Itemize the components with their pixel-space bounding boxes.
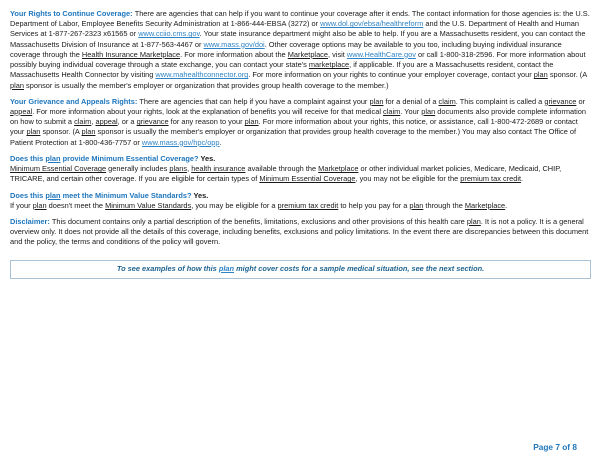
glossary-term: plan: [369, 96, 384, 106]
text-segment: There are agencies that can help if you have a complaint against your: [139, 96, 370, 106]
text-segment: Yes.: [200, 153, 216, 163]
hyperlink[interactable]: www.mass.gov/doi: [203, 39, 265, 49]
text-segment: for a denial of a: [383, 96, 439, 106]
glossary-term: Marketplace: [287, 49, 328, 59]
glossary-term: health insurance: [191, 164, 246, 174]
page-number: Page 7 of 8: [533, 442, 577, 452]
text-segment: . For more information about the: [180, 49, 288, 59]
paragraph-grievance-and-appeals-rights: [10, 97, 591, 148]
text-segment: .: [521, 174, 524, 184]
hyperlink[interactable]: www.cciio.cms.gov: [138, 29, 200, 39]
text-segment: sponsor. (A: [547, 70, 587, 80]
paragraph-rights-to-continue-coverage: [10, 9, 591, 91]
hyperlink[interactable]: www.mass.gov/hpc/opp: [141, 137, 220, 147]
glossary-term: Health Insurance Marketplace: [81, 49, 181, 59]
text-segment: Your Rights to Continue Coverage:: [10, 9, 135, 18]
heading-minimum-essential-coverage-question: [10, 154, 591, 164]
glossary-term: plan: [533, 70, 548, 80]
glossary-term: grievance: [136, 117, 169, 127]
glossary-term: plan: [421, 106, 436, 116]
glossary-term: appeal: [10, 106, 33, 116]
hyperlink[interactable]: plan: [218, 263, 235, 273]
glossary-term: plan: [466, 216, 481, 226]
text-segment: for any reason to your: [168, 117, 245, 127]
glossary-term: grievance: [544, 96, 577, 106]
text-segment: , you may be eligible for a: [191, 200, 278, 210]
hyperlink[interactable]: www.mahealthconnector.org: [155, 70, 249, 80]
glossary-term: plan: [10, 80, 24, 90]
text-segment: plan: [45, 190, 61, 200]
text-segment: ,: [91, 117, 96, 127]
text-segment: or call 1-800-318-2596. For more information about possibly buying individual coverage through a state exchange, you can contact your state's: [10, 49, 586, 70]
text-segment: documents also provide complete information on how to submit a: [10, 106, 586, 127]
text-segment: to help you pay for a: [338, 200, 410, 210]
text-segment: Your Grievance and Appeals Rights:: [10, 96, 140, 106]
paragraph-disclaimer: [10, 217, 591, 248]
glossary-term: plan: [26, 127, 41, 137]
text-segment: available through the: [245, 164, 319, 174]
glossary-term: appeal: [95, 117, 118, 127]
glossary-term: plan: [32, 200, 47, 210]
text-segment: To see examples of how this: [116, 263, 219, 273]
text-segment: through the: [423, 200, 465, 210]
document-body: [10, 9, 591, 248]
hyperlink[interactable]: www.HealthCare.gov: [346, 49, 416, 59]
glossary-term: claim: [383, 106, 401, 116]
text-segment: or other individual market policies, Medicare, Medicaid, CHIP, TRICARE, and certain other coverage. If you are eligible for certain types of: [10, 164, 562, 184]
text-segment: sponsor is usually the member's employer or organization that provides group health coverage to the member.): [23, 80, 389, 90]
text-segment: . It is not a policy. It is a general overview only. It does not provide all the details of this coverage, including benefits, exclusions and policy limitations. In the event there are discrepancies between this document and the policy, the terms and conditions of the policy will govern.: [10, 216, 589, 247]
text-segment: , you may not be eligible for the: [355, 174, 461, 184]
text-segment: If your: [10, 200, 33, 210]
text-segment: .: [219, 137, 222, 147]
text-segment: , visit: [328, 49, 347, 59]
text-segment: doesn't meet the: [46, 200, 106, 210]
paragraph-minimum-value-standards-answer: [10, 201, 591, 211]
glossary-term: plan: [409, 200, 424, 210]
glossary-term: marketplace: [308, 60, 350, 70]
glossary-term: Minimum Essential Coverage: [10, 164, 107, 174]
heading-minimum-value-standards-question: [10, 191, 591, 201]
text-segment: might cover costs for a sample medical situation, see the next section.: [234, 263, 485, 273]
text-segment: plan: [45, 153, 61, 163]
glossary-term: plan: [244, 117, 259, 127]
text-segment: Disclaimer:: [10, 216, 52, 226]
text-segment: .: [505, 200, 508, 210]
text-segment: provide Minimum Essential Coverage?: [60, 153, 201, 163]
text-segment: ,: [187, 164, 192, 174]
text-segment: sponsor. (A: [40, 127, 82, 137]
hyperlink[interactable]: www.dol.gov/ebsa/healthreform: [320, 19, 424, 29]
text-segment: meet the Minimum Value Standards?: [60, 190, 194, 200]
text-segment: . Your: [400, 106, 422, 116]
text-segment: . For more information on your rights to continue your employer coverage, contact your: [248, 70, 534, 80]
text-segment: or: [576, 96, 586, 106]
next-section-banner: [10, 260, 591, 279]
text-segment: . For more information about your rights, this notice, or assistance, call 1-800-472-2689 or contact your: [10, 117, 578, 137]
text-segment: Yes.: [193, 190, 209, 200]
paragraph-minimum-essential-coverage-answer: [10, 164, 591, 184]
text-segment: Does this: [10, 190, 46, 200]
glossary-term: plans: [169, 164, 188, 174]
glossary-term: claim: [74, 117, 92, 127]
text-segment: . Your state insurance department might also be able to help. If you are a Massachusetts resident, you can contact the Massachusetts Division of Insurance at 1-877-563-4467 or: [10, 29, 586, 49]
glossary-term: Marketplace: [318, 164, 359, 174]
text-segment: Does this: [10, 153, 46, 163]
text-segment: There are agencies that can help if you want to continue your coverage after it ends. The contact information for those agencies is: the U.S. Department of Labor, Employee Benefits Security Administration at 1-866-444-EBSA (3272) or: [10, 9, 590, 29]
text-segment: This document contains only a partial description of the benefits, limitations, exclusions and other provisions of this health care: [51, 216, 467, 226]
text-segment: , or a: [117, 117, 137, 127]
glossary-term: Minimum Essential Coverage: [259, 174, 356, 184]
glossary-term: claim: [438, 96, 456, 106]
text-segment: and the U.S. Department of Health and Human Services at 1-877-267-2323 x61565 or: [10, 19, 579, 39]
text-segment: , if applicable. If you are a Massachusetts resident, contact the Massachusetts Health Connector by visiting: [10, 60, 554, 80]
glossary-term: Minimum Value Standards: [105, 200, 192, 210]
text-segment: generally includes: [106, 164, 170, 174]
text-segment: . Other coverage options may be available to you too, including buying individual insurance coverage through the: [10, 39, 562, 59]
text-segment: . This complaint is called a: [455, 96, 545, 106]
glossary-term: premium tax credit: [460, 174, 522, 184]
text-segment: sponsor is usually the member's employer or organization that provides group health coverage to the member.) You may also contact The Office of Patient Protection at 1-800-436-7757 or: [10, 127, 577, 147]
text-segment: . For more information about your rights, look at the explanation of benefits you will receive for that medical: [32, 106, 384, 116]
banner-text: [17, 264, 584, 274]
glossary-term: premium tax credit: [277, 200, 339, 210]
glossary-term: plan: [81, 127, 96, 137]
glossary-term: Marketplace: [464, 200, 506, 210]
